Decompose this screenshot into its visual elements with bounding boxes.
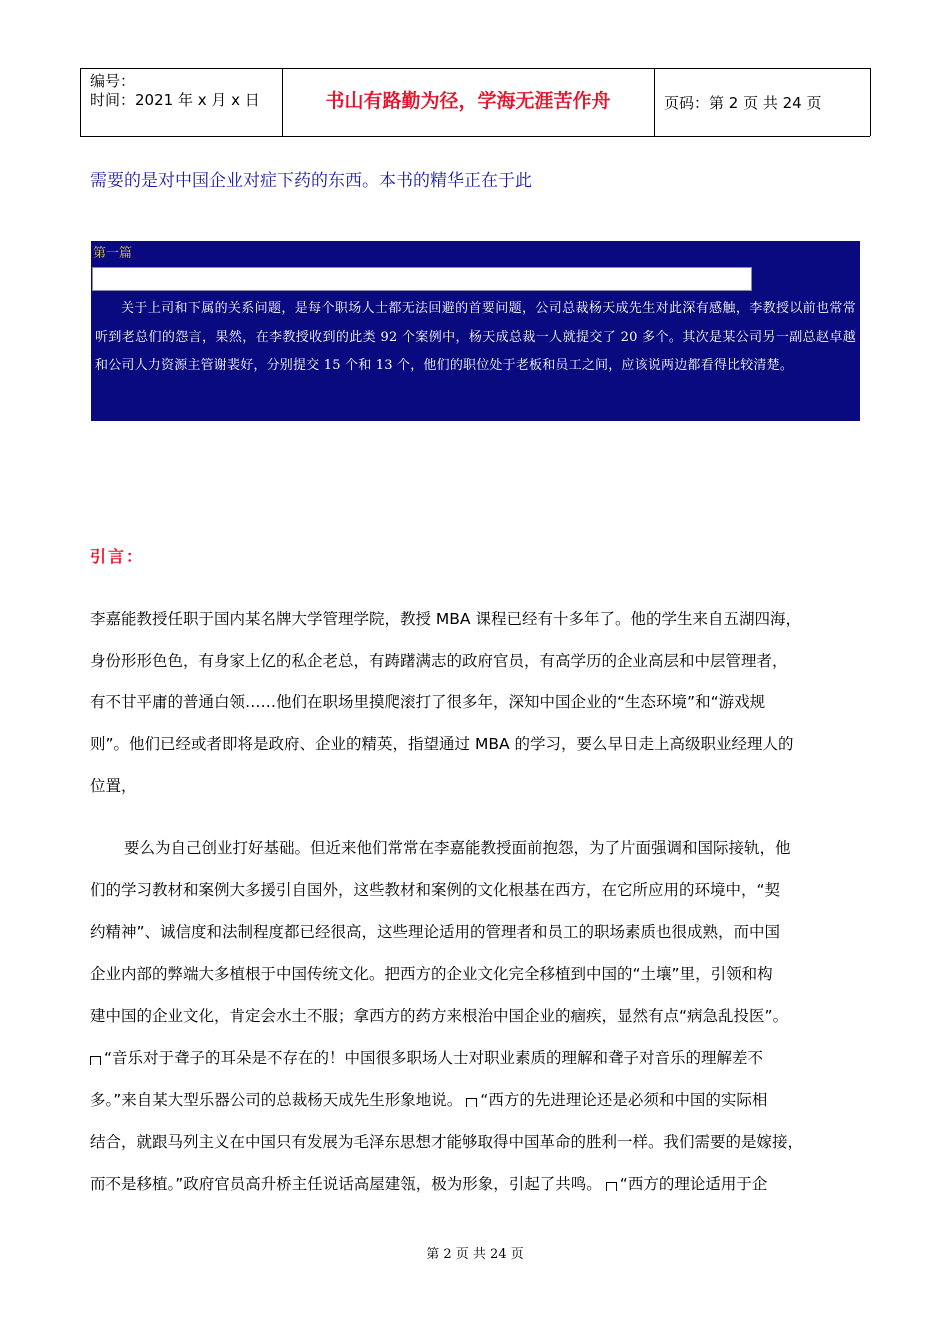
paragraph-2-line-5: 建中国的企业文化，肯定会水土不服；拿西方的药方来根治中国企业的痼疾，显然有点“病急乱投医”。 [90, 1007, 789, 1025]
paragraph-3-text-3: “西方的先进理论还是必须和中国的实际相 [480, 1091, 768, 1109]
paragraph-2-line-3: 约精神”、诚信度和法制程度都已经很高，这些理论适用的管理者和员工的职场素质也很成熟，而中国 [90, 923, 781, 941]
intro-heading: 引言： [90, 547, 145, 566]
document-date-label: 时间：2021 年 x 月 x 日 [90, 91, 260, 109]
chapter-box-text: 关于上司和下属的关系问题，是每个职场人士都无法回避的首要问题，公司总裁杨天成先生对此深有感触，李教授以前也常常听到老总们的怨言，果然，在李教授收到的此类 92 个案例中，杨天成总裁一人就提交了 20 多个。其次是某公司另一副总赵卓越和公司人力资源主管谢裴好，分别提交 15 个和 13 个，他们的职位处于老板和员工之间，应该说两边都看得比较清楚。 [95, 301, 856, 373]
chapter-box-body [91, 293, 860, 421]
paragraph-3-text-5: “西方的理论适用于企 [619, 1175, 768, 1193]
header-divider-right [870, 68, 871, 136]
paragraph-3-line-2 [90, 1088, 767, 1112]
header-divider-2 [654, 68, 655, 136]
header-bottom-rule [80, 136, 870, 137]
paragraph-1-line-3: 有不甘平庸的普通白领……他们在职场里摸爬滚打了很多年，深知中国企业的“生态环境”和“游戏规 [90, 693, 766, 711]
header-divider-left [80, 68, 81, 136]
paragraph-3-text-1: “音乐对于聋子的耳朵是不存在的！中国很多职场人士对职业素质的理解和聋子对音乐的理解差不 [104, 1049, 764, 1067]
paragraph-3-text-4: 而不是移植。”政府官员高升桥主任说话高屋建瓴，极为形象，引起了共鸣。 [90, 1175, 602, 1193]
paragraph-2-line-1: 要么为自己创业打好基础。但近来他们常常在李嘉能教授面前抱怨，为了片面强调和国际接轨，他 [124, 839, 791, 857]
paragraph-1-line-5: 位置， [90, 777, 137, 795]
paragraph-mark-icon [90, 1056, 101, 1065]
paragraph-3-text-2: 多。”来自某大型乐器公司的总裁杨天成先生形象地说。 [90, 1091, 463, 1109]
paragraph-mark-icon [606, 1182, 617, 1191]
paragraph-mark-icon [466, 1098, 477, 1107]
paragraph-3-line-4 [90, 1172, 767, 1196]
chapter-box-label: 第一篇 [93, 246, 133, 261]
header-top-rule [80, 68, 870, 69]
document-code-label: 编号： [90, 72, 136, 90]
paragraph-1-line-2: 身份形形色色，有身家上亿的私企老总，有踌躇满志的政府官员，有高学历的企业高层和中层管理者， [90, 652, 788, 670]
paragraph-2-line-2: 们的学习教材和案例大多援引自国外，这些教材和案例的文化根基在西方，在它所应用的环境中，“契 [90, 881, 781, 899]
page-footer: 第 2 页 共 24 页 [426, 1247, 524, 1262]
paragraph-1-line-4: 则”。他们已经或者即将是政府、企业的精英，指望通过 MBA 的学习，要么早日走上高级职业经理人的 [90, 735, 794, 753]
header-page-indicator: 页码：第 2 页 共 24 页 [664, 94, 822, 112]
paragraph-1-line-1: 李嘉能教授任职于国内某名牌大学管理学院，教授 MBA 课程已经有十多年了。他的学生来自五湖四海， [90, 610, 801, 628]
paragraph-3-line-3: 结合，就跟马列主义在中国只有发展为毛泽东思想才能够取得中国革命的胜利一样。我们需要的是嫁接， [90, 1133, 804, 1151]
chapter-box-blank-field [92, 267, 752, 291]
paragraph-2-line-4: 企业内部的弊端大多植根于中国传统文化。把西方的企业文化完全移植到中国的“土壤”里，引领和构 [90, 965, 773, 983]
paragraph-3-line-1 [90, 1046, 763, 1070]
header-motto: 书山有路勤为径，学海无涯苦作舟 [325, 90, 611, 112]
lead-text: 需要的是对中国企业对症下药的东西。本书的精华正在于此 [90, 171, 532, 191]
